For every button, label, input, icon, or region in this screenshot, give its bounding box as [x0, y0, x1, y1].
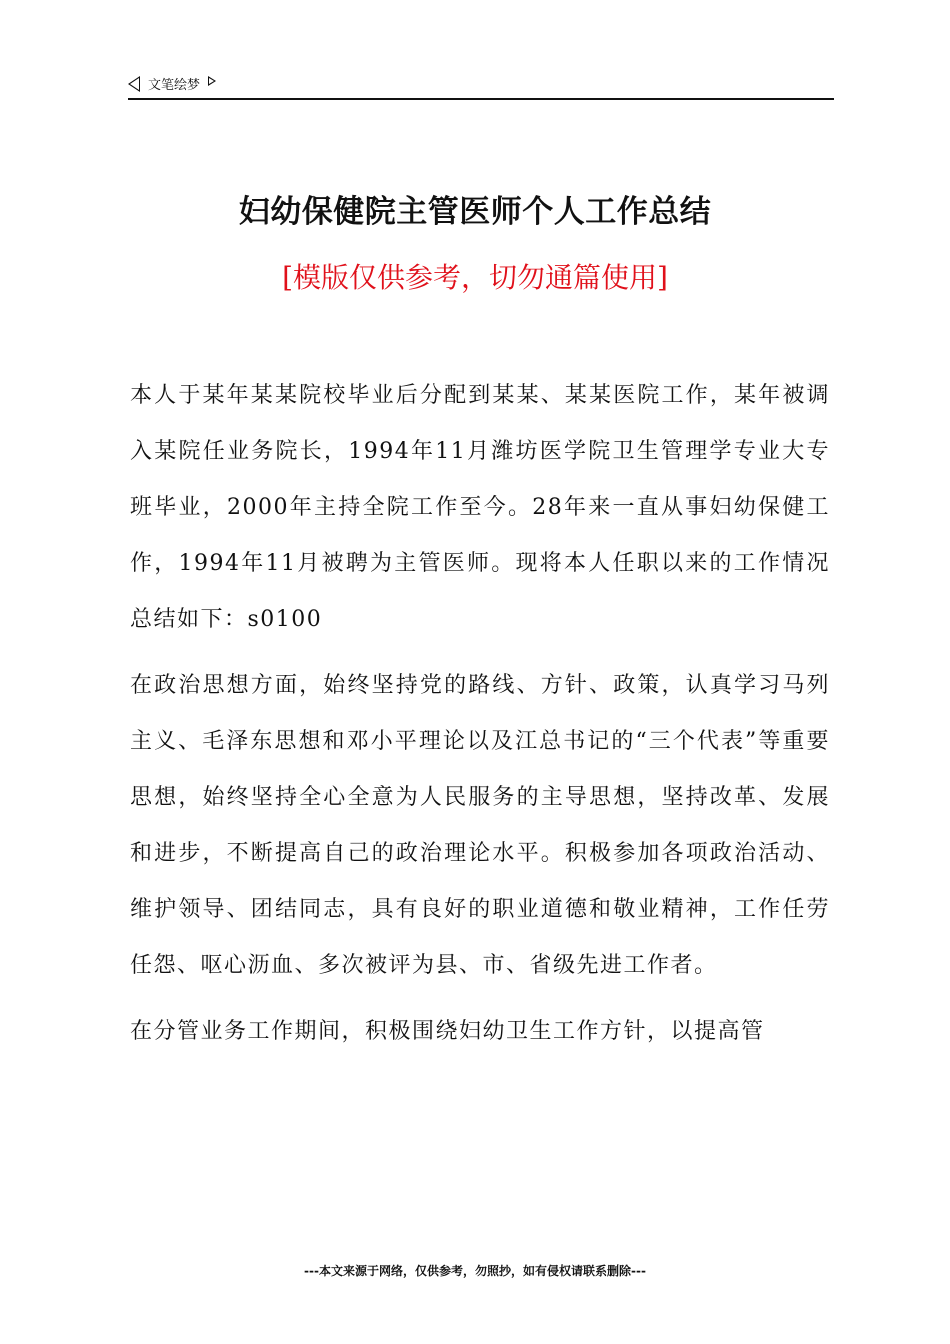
paragraph-business: 在分管业务工作期间，积极围绕妇幼卫生工作方针，以提高管	[130, 1019, 765, 1044]
triangle-left-icon	[128, 76, 140, 92]
document-body	[130, 368, 830, 1070]
page-footer-notice: ---本文来源于网络，仅供参考，勿照抄，如有侵权请联系删除---	[304, 1264, 646, 1278]
page-header	[128, 72, 834, 100]
paragraph-political: 在政治思想方面，始终坚持党的路线、方针、政策，认真学习马列主义、毛泽东思想和邓小平理论以及江总书记的“三个代表”等重要思想，始终坚持全心全意为人民服务的主导思想，坚持改革、发展和进步，不断提高自己的政治理论水平。积极参加各项政治活动、维护领导、团结同志，具有良好的职业道德和敬业精神，工作任劳任怨、呕心沥血、多次被评为县、市、省级先进工作者。	[130, 673, 830, 978]
document-title: 妇幼保健院主管医师个人工作总结	[238, 194, 712, 230]
document-subtitle: [模版仅供参考，切勿通篇使用]	[282, 261, 668, 294]
header-brand-text: 文笔绘梦	[148, 78, 201, 93]
header-brand	[128, 74, 216, 93]
paragraph-intro: 本人于某年某某院校毕业后分配到某某、某某医院工作，某年被调入某院任业务院长，1994年11月潍坊医学院卫生管理学专业大专班毕业，2000年主持全院工作至今。28年来一直从事妇幼保健工作，1994年11月被聘为主管医师。现将本人任职以来的工作情况总结如下：s0100	[130, 383, 830, 632]
triangle-right-icon	[208, 76, 216, 86]
